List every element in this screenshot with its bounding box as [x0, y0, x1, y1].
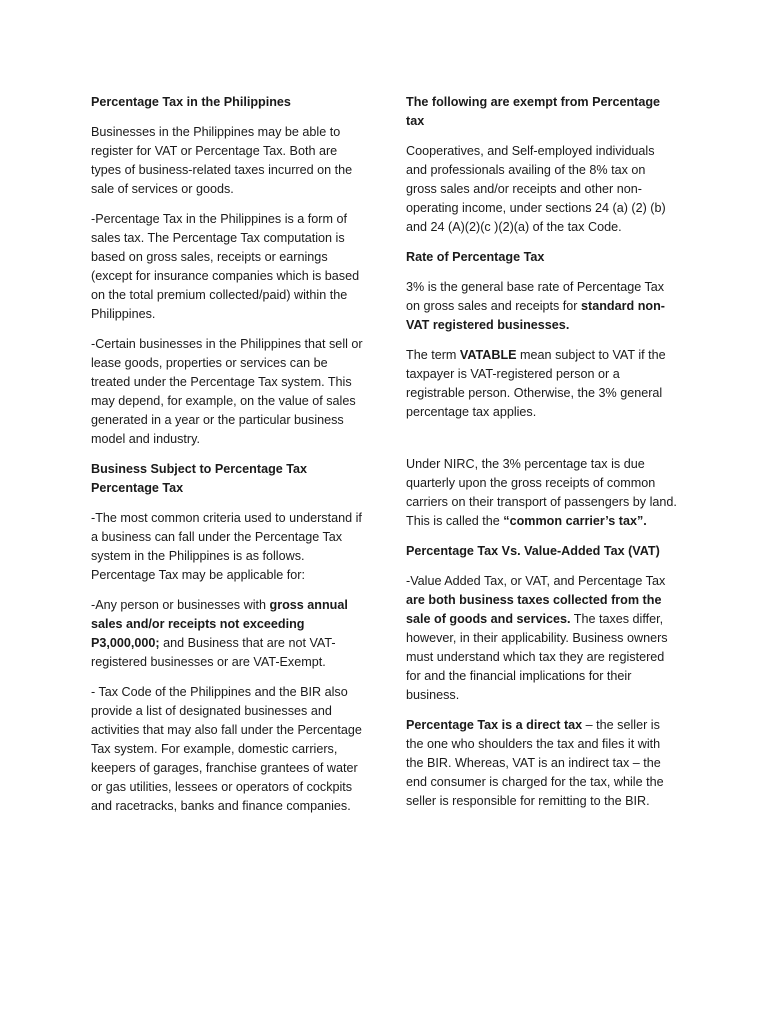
- paragraph-direct-tax: [406, 716, 678, 811]
- paragraph-base-rate: [406, 278, 678, 335]
- paragraph-certain-businesses: -Certain businesses in the Philippines that sell or lease goods, properties or services can be treated under the Percentage Tax system. This may depend, for example, on the value of sales generated in a year or the particular business model and industry.: [91, 337, 363, 446]
- bold-text-run: gross annual sales and/or receipts not exceeding P3,000,000;: [91, 598, 348, 650]
- section-heading-exempt: The following are exempt from Percentage tax: [406, 95, 661, 128]
- blank-line: [406, 433, 678, 455]
- text-run: The taxes differ, however, in their applicability. Business owners must understand which tax they are registered for and the financial implications for their business.: [406, 612, 668, 702]
- text-run: The term: [406, 348, 460, 362]
- section-heading-percentage-tax: Percentage Tax in the Philippines: [91, 95, 291, 109]
- section-heading-vs-vat: Percentage Tax Vs. Value-Added Tax (VAT): [406, 544, 660, 558]
- paragraph-intro: Businesses in the Philippines may be able to register for VAT or Percentage Tax. Both are types of business-related taxes incurred on the sale of services or goods.: [91, 125, 353, 196]
- text-run: mean subject to VAT if the taxpayer is VAT-registered person or a registrable person. Otherwise, the 3% general percentage tax applies.: [406, 348, 666, 419]
- bold-text-run: “common carrier’s tax”.: [503, 514, 647, 528]
- bold-text-run: standard non-VAT registered businesses.: [406, 299, 665, 332]
- text-run: -Any person or businesses with: [91, 598, 270, 612]
- text-run: 3% is the general base rate of Percentage Tax on gross sales and receipts for: [406, 280, 665, 313]
- paragraph-cooperatives: Cooperatives, and Self-employed individuals and professionals availing of the 8% tax on gross sales and/or receipts and other non-operating income, under sections 24 (a) (2) (b) and 24 (A)(2)(c )(2)(a) of the tax Code.: [406, 144, 666, 234]
- section-heading-business-subject: Business Subject to Percentage Tax Percentage Tax: [91, 462, 308, 495]
- bold-text-run: VATABLE: [459, 348, 517, 362]
- paragraph-vat-comparison: [406, 572, 678, 705]
- paragraph-criteria: -The most common criteria used to understand if a business can fall under the Percentage Tax system in the Philippines is as follows. Percentage Tax may be applicable for:: [91, 511, 362, 582]
- text-run: Under NIRC, the 3% percentage tax is due quarterly upon the gross receipts of common carriers on their transport of passengers by land. This is called the: [406, 457, 677, 528]
- text-run: – the seller is the one who shoulders the tax and files it with the BIR. Whereas, VAT is an indirect tax – the end consumer is charged for the tax, while the seller is responsible for remitting to the BIR.: [406, 718, 664, 808]
- paragraph-applicable-persons: [91, 596, 363, 672]
- paragraph-tax-code-list: - Tax Code of the Philippines and the BIR also provide a list of designated businesses and activities that may also fall under the Percentage Tax system. For example, domestic carriers, keepers of garages, franchise grantees of water or gas utilities, lessees or operators of cockpits and racetracks, banks and finance companies.: [91, 685, 362, 813]
- text-run: -Value Added Tax, or VAT, and Percentage Tax: [406, 574, 666, 588]
- section-heading-rate: Rate of Percentage Tax: [406, 250, 545, 264]
- paragraph-nirc: [406, 455, 678, 531]
- right-column: [406, 93, 678, 822]
- paragraph-vatable: [406, 346, 678, 422]
- left-column: [91, 93, 363, 827]
- bold-text-run: are both business taxes collected from the sale of goods and services.: [406, 593, 662, 626]
- text-run: and Business that are not VAT-registered businesses or are VAT-Exempt.: [91, 636, 336, 669]
- paragraph-sales-tax: -Percentage Tax in the Philippines is a form of sales tax. The Percentage Tax computation is based on gross sales, receipts or earnings (except for insurance companies which is based on the total premium collected/paid) within the Philippines.: [91, 212, 360, 321]
- bold-text-run: Percentage Tax is a direct tax: [406, 718, 583, 732]
